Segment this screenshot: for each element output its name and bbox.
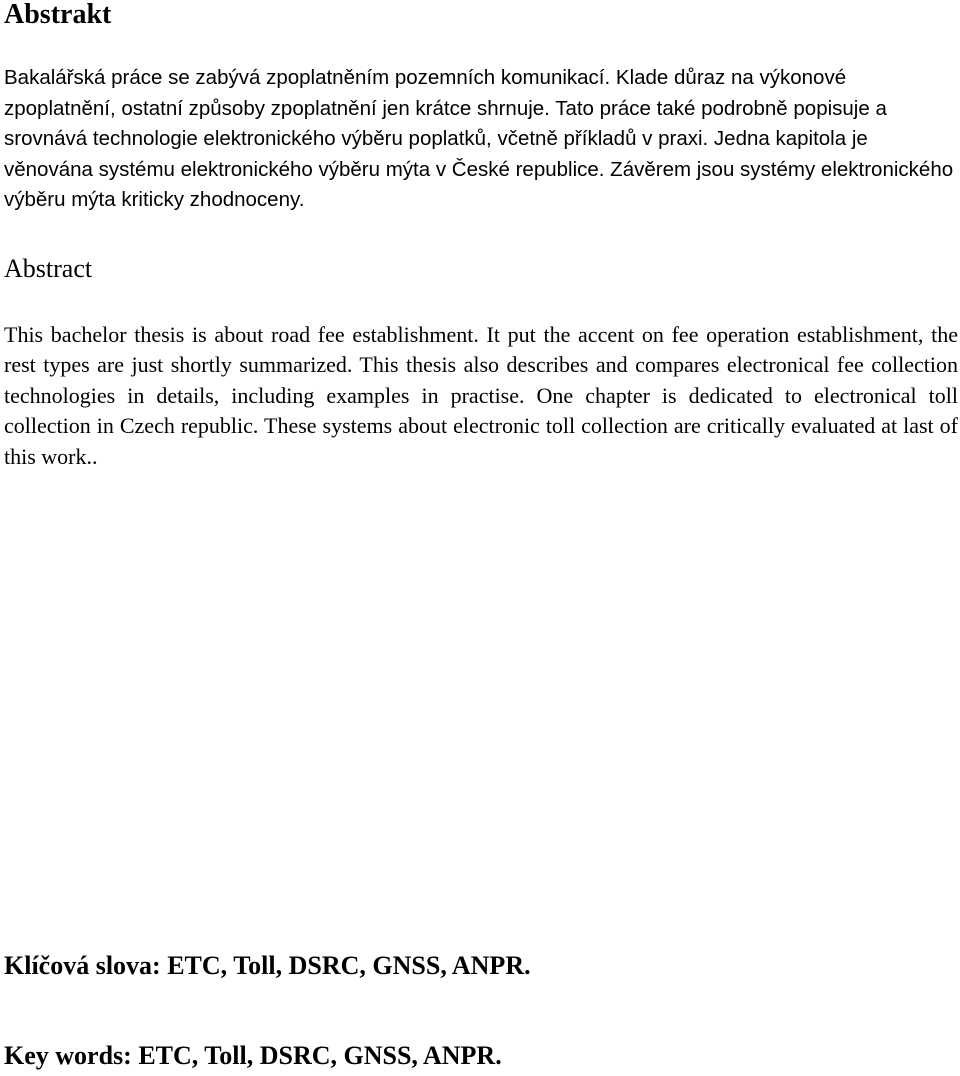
english-abstract-text: This bachelor thesis is about road fee establishment. It put the accent on fee operation establishment, the rest types are just shortly summarized. This thesis also describes and compares electronical fee collection technologies in details, including examples in practise. One chapter is dedicated to electronical toll collection in Czech republic. These systems about electronic toll collection are critically evaluated at last of this work.. <box>4 322 958 469</box>
czech-abstract-text: Bakalářská práce se zabývá zpoplatněním pozemních komunikací. Klade důraz na výkonové zpoplatnění, ostatní způsoby zpoplatnění jen krátce shrnuje. Tato práce také podrobně popisuje a srovnává technologie elektronického výběru poplatků, včetně příkladů v praxi. Jedna kapitola je věnována systému elektronického výběru mýta v České republice. Závěrem jsou systémy elektronického výběru mýta kriticky zhodnoceny. <box>4 66 954 211</box>
english-keywords: Key words: ETC, Toll, DSRC, GNSS, ANPR. <box>4 1041 502 1070</box>
czech-abstract-heading: Abstrakt <box>4 0 112 30</box>
czech-keywords: Klíčová slova: ETC, Toll, DSRC, GNSS, ANPR. <box>4 951 531 980</box>
english-abstract-heading: Abstract <box>4 254 93 283</box>
